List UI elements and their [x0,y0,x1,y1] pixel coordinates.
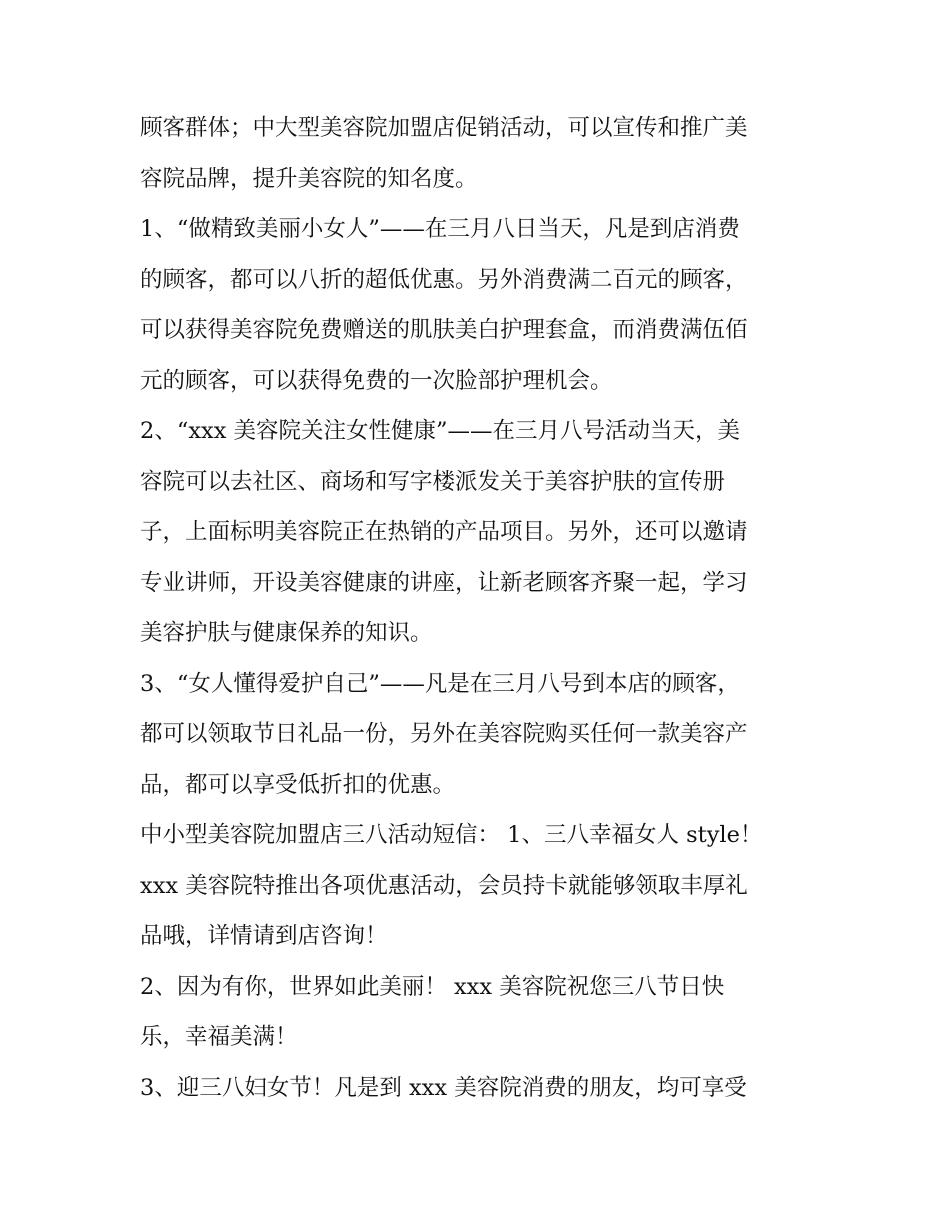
text-line: 美容护肤与健康保养的知识。 [140,620,433,646]
text-line: xxx 美容院特推出各项优惠活动，会员持卡就能够领取丰厚礼 [140,872,748,899]
text-line: 子，上面标明美容院正在热销的产品项目。另外，还可以邀请 [140,519,748,545]
document-body [140,103,812,1113]
text-line: 顾客群体；中大型美容院加盟店促销活动，可以宣传和推广美 [140,115,748,141]
text-line: 3、“女人懂得爱护自己”——凡是在三月八号到本店的顾客， [140,670,740,697]
text-line: 的顾客，都可以八折的超低优惠。另外消费满二百元的顾客， [140,266,748,293]
text-line: 可以获得美容院免费赠送的肌肤美白护理套盒，而消费满伍佰 [140,317,748,343]
text-line: 2、“xxx 美容院关注女性健康”——在三月八号活动当天，美 [140,418,741,444]
text-line: 容院品牌，提升美容院的知名度。 [140,165,478,192]
text-line: 容院可以去社区、商场和写字楼派发关于美容护肤的宣传册 [140,468,726,495]
text-line: 中小型美容院加盟店三八活动短信： 1、三八幸福女人 style！ [140,822,763,848]
text-line: 专业讲师，开设美容健康的讲座，让新老顾客齐聚一起，学习 [140,569,748,596]
text-line: 品，都可以享受低折扣的优惠。 [140,771,456,798]
text-line: 品哦，详情请到店咨询！ [140,923,388,949]
text-line: 都可以领取节日礼品一份，另外在美容院购买任何一款美容产 [140,721,748,747]
text-line: 乐，幸福美满！ [140,1024,298,1050]
text-line: 元的顾客，可以获得免费的一次脸部护理机会。 [140,367,613,394]
text-line: 2、因为有你，世界如此美丽！ xxx 美容院祝您三八节日快 [140,973,725,1000]
text-line: 1、“做精致美丽小女人”——在三月八日当天，凡是到店消费 [140,216,740,242]
text-line: 3、迎三八妇女节！凡是到 xxx 美容院消费的朋友，均可享受 [140,1074,747,1101]
